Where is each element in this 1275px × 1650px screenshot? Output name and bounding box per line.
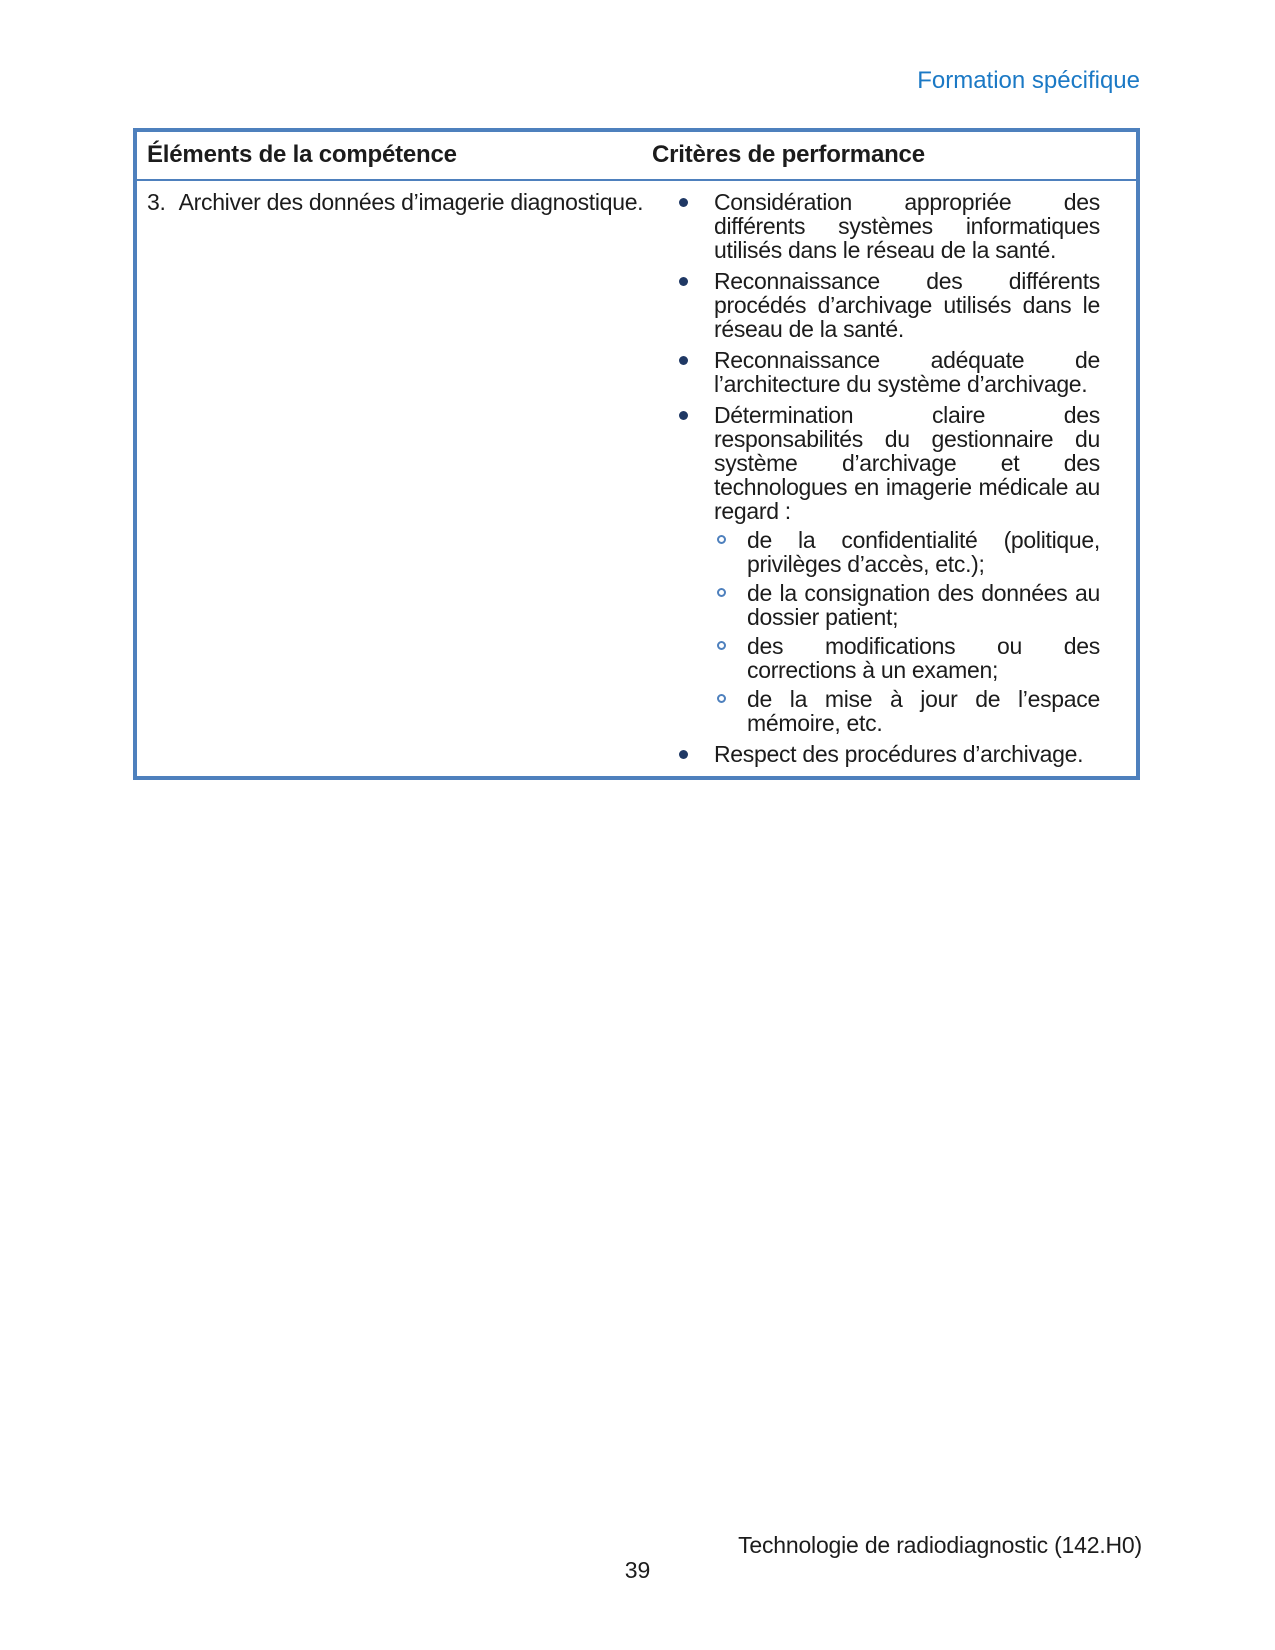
sub-criterion-text: de la mise à jour de l’espace mémoire, etc. (747, 686, 1100, 736)
bullet-dot-icon (679, 750, 688, 759)
criterion-text: Détermination claire des responsabilités du gestionnaire du système d’archivage et des technologues en imagerie médicale au regard : (714, 402, 1100, 524)
circle-bullet-icon (717, 588, 726, 597)
column-header-criteria: Critères de performance (652, 141, 925, 168)
sub-criterion-text: de la consignation des données au dossier patient; (747, 580, 1100, 630)
bullet-dot-icon (679, 198, 688, 207)
circle-bullet-icon (717, 694, 726, 703)
criteria-cell (624, 190, 1136, 766)
criterion-text: Considération appropriée des différents systèmes informatiques utilisés dans le réseau de la santé. (714, 189, 1100, 263)
element-text: Archiver des données d’imagerie diagnostique. (178, 189, 644, 215)
criterion-item (652, 269, 1100, 341)
running-header: Formation spécifique (917, 67, 1140, 94)
criterion-text: Respect des procédures d’archivage. (714, 741, 1084, 767)
bullet-dot-icon (679, 277, 688, 286)
element-cell (137, 189, 644, 766)
page-number: 39 (624, 1557, 651, 1583)
footer-program-title: Technologie de radiodiagnostic (142.H0) (738, 1532, 1142, 1558)
bullet-dot-icon (679, 411, 688, 420)
table-header-row (137, 132, 1136, 181)
bullet-dot-icon (679, 356, 688, 365)
sub-criterion-item (714, 687, 1100, 735)
sub-criterion-item (714, 581, 1100, 629)
table-body-row (137, 181, 1136, 776)
sub-criterion-item (714, 528, 1100, 576)
element-number: 3. (147, 189, 166, 215)
sub-criterion-text: des modifications ou des corrections à un examen; (747, 633, 1100, 683)
criterion-text: Reconnaissance des différents procédés d’archivage utilisés dans le réseau de la santé. (714, 268, 1100, 342)
sub-criterion-item (714, 634, 1100, 682)
column-header-elements: Éléments de la compétence (147, 141, 457, 168)
criterion-item (652, 742, 1100, 766)
circle-bullet-icon (717, 535, 726, 544)
criterion-item (652, 190, 1100, 262)
criteria-list (652, 190, 1100, 766)
criterion-item (652, 348, 1100, 396)
sub-criterion-text: de la confidentialité (politique, privilèges d’accès, etc.); (747, 527, 1100, 577)
competency-table (133, 128, 1140, 780)
circle-bullet-icon (717, 641, 726, 650)
criterion-text: Reconnaissance adéquate de l’architecture du système d’archivage. (714, 347, 1100, 397)
criterion-item (652, 403, 1100, 735)
